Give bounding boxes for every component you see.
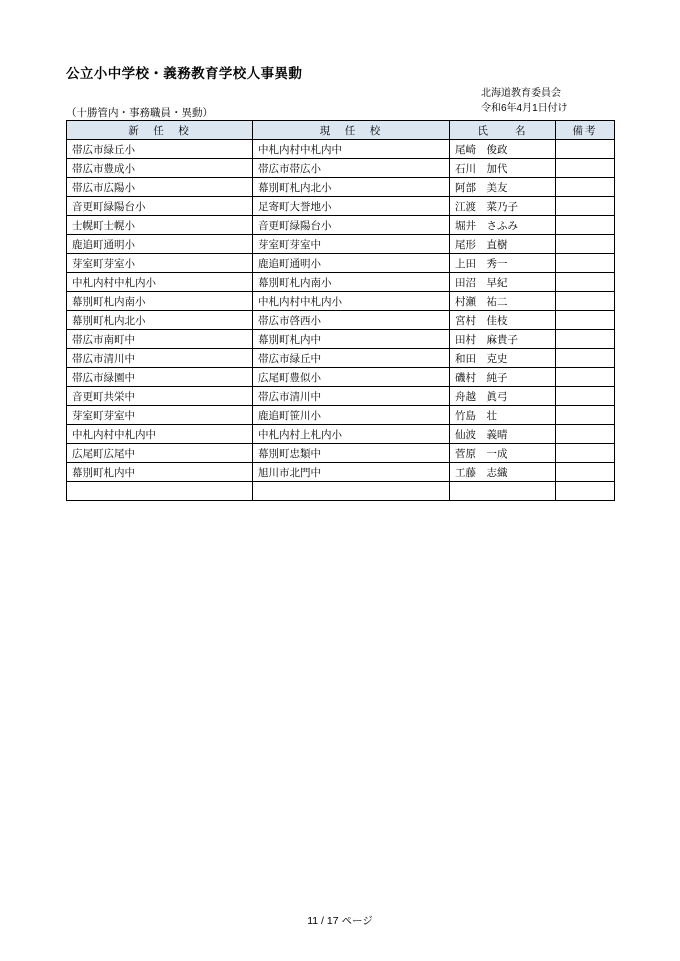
cell-name: 菅原 一成 bbox=[450, 444, 556, 463]
cell-note bbox=[556, 273, 615, 292]
cell-note bbox=[556, 159, 615, 178]
cell-current-school: 鹿追町通明小 bbox=[253, 254, 450, 273]
cell-new-school: 帯広市広陽小 bbox=[67, 178, 253, 197]
cell-note bbox=[556, 368, 615, 387]
cell-current-school: 中札内村中札内小 bbox=[253, 292, 450, 311]
table-row bbox=[67, 425, 615, 444]
cell-current-school: 広尾町豊似小 bbox=[253, 368, 450, 387]
cell-note bbox=[556, 140, 615, 159]
cell-note bbox=[556, 197, 615, 216]
table-header-row bbox=[67, 121, 615, 140]
cell-name: 江渡 菜乃子 bbox=[450, 197, 556, 216]
table-row bbox=[67, 140, 615, 159]
table-row bbox=[67, 406, 615, 425]
cell-name: 尾崎 俊政 bbox=[450, 140, 556, 159]
cell-new-school: 帯広市豊成小 bbox=[67, 159, 253, 178]
page-footer: 11 / 17 ページ bbox=[307, 915, 373, 927]
table-header bbox=[67, 121, 615, 140]
cell-new-school: 幕別町札内南小 bbox=[67, 292, 253, 311]
cell-current-school bbox=[253, 482, 450, 501]
cell-name: 舟越 眞弓 bbox=[450, 387, 556, 406]
cell-note bbox=[556, 406, 615, 425]
table-row bbox=[67, 463, 615, 482]
cell-name: 堀井 さふみ bbox=[450, 216, 556, 235]
cell-new-school: 鹿追町通明小 bbox=[67, 235, 253, 254]
cell-name: 仙波 義晴 bbox=[450, 425, 556, 444]
cell-name: 磯村 純子 bbox=[450, 368, 556, 387]
cell-name: 村瀬 祐二 bbox=[450, 292, 556, 311]
cell-new-school: 中札内村中札内中 bbox=[67, 425, 253, 444]
table-row bbox=[67, 273, 615, 292]
cell-new-school: 芽室町芽室中 bbox=[67, 406, 253, 425]
table-row bbox=[67, 197, 615, 216]
cell-current-school: 芽室町芽室中 bbox=[253, 235, 450, 254]
cell-new-school: 帯広市南町中 bbox=[67, 330, 253, 349]
cell-current-school: 帯広市啓西小 bbox=[253, 311, 450, 330]
table-row bbox=[67, 292, 615, 311]
cell-note bbox=[556, 178, 615, 197]
cell-note bbox=[556, 463, 615, 482]
cell-current-school: 幕別町札内北小 bbox=[253, 178, 450, 197]
table-row bbox=[67, 349, 615, 368]
table-row bbox=[67, 178, 615, 197]
table-row bbox=[67, 235, 615, 254]
cell-name: 阿部 美友 bbox=[450, 178, 556, 197]
column-header-name: 氏 名 bbox=[450, 121, 556, 140]
cell-note bbox=[556, 216, 615, 235]
table-row bbox=[67, 254, 615, 273]
cell-current-school: 幕別町札内中 bbox=[253, 330, 450, 349]
table-row bbox=[67, 387, 615, 406]
table-row bbox=[67, 216, 615, 235]
section-subtitle: （十勝管内・事務職員・異動） bbox=[66, 107, 213, 119]
cell-new-school: 音更町緑陽台小 bbox=[67, 197, 253, 216]
cell-current-school: 幕別町札内南小 bbox=[253, 273, 450, 292]
cell-new-school: 士幌町士幌小 bbox=[67, 216, 253, 235]
cell-name: 石川 加代 bbox=[450, 159, 556, 178]
cell-current-school: 中札内村上札内小 bbox=[253, 425, 450, 444]
cell-new-school bbox=[67, 482, 253, 501]
cell-current-school: 音更町緑陽台小 bbox=[253, 216, 450, 235]
cell-new-school: 帯広市清川中 bbox=[67, 349, 253, 368]
cell-note bbox=[556, 254, 615, 273]
cell-note bbox=[556, 311, 615, 330]
cell-name: 田村 麻貴子 bbox=[450, 330, 556, 349]
cell-name bbox=[450, 482, 556, 501]
cell-current-school: 帯広市緑丘中 bbox=[253, 349, 450, 368]
table-row bbox=[67, 311, 615, 330]
personnel-transfer-table bbox=[66, 120, 615, 501]
column-header-note: 備考 bbox=[556, 121, 615, 140]
table-row bbox=[67, 159, 615, 178]
cell-note bbox=[556, 425, 615, 444]
cell-current-school: 幕別町忠類中 bbox=[253, 444, 450, 463]
cell-note bbox=[556, 387, 615, 406]
cell-note bbox=[556, 482, 615, 501]
cell-name: 工藤 志織 bbox=[450, 463, 556, 482]
cell-new-school: 中札内村中札内小 bbox=[67, 273, 253, 292]
cell-current-school: 中札内村中札内中 bbox=[253, 140, 450, 159]
table-body bbox=[67, 140, 615, 501]
cell-name: 上田 秀一 bbox=[450, 254, 556, 273]
cell-current-school: 帯広市帯広小 bbox=[253, 159, 450, 178]
cell-new-school: 音更町共栄中 bbox=[67, 387, 253, 406]
cell-name: 和田 克史 bbox=[450, 349, 556, 368]
table-row bbox=[67, 444, 615, 463]
page-title: 公立小中学校・義務教育学校人事異動 bbox=[66, 66, 303, 81]
cell-current-school: 旭川市北門中 bbox=[253, 463, 450, 482]
effective-date-label: 令和6年4月1日付け bbox=[481, 103, 568, 114]
cell-note bbox=[556, 444, 615, 463]
cell-new-school: 芽室町芽室小 bbox=[67, 254, 253, 273]
cell-name: 尾形 直樹 bbox=[450, 235, 556, 254]
cell-name: 竹島 壮 bbox=[450, 406, 556, 425]
cell-note bbox=[556, 349, 615, 368]
column-header-current-school: 現 任 校 bbox=[253, 121, 450, 140]
cell-current-school: 帯広市清川中 bbox=[253, 387, 450, 406]
cell-new-school: 帯広市緑園中 bbox=[67, 368, 253, 387]
cell-current-school: 足寄町大誉地小 bbox=[253, 197, 450, 216]
cell-note bbox=[556, 330, 615, 349]
cell-new-school: 広尾町広尾中 bbox=[67, 444, 253, 463]
cell-note bbox=[556, 235, 615, 254]
table-row bbox=[67, 368, 615, 387]
cell-name: 田沼 早紀 bbox=[450, 273, 556, 292]
issuer-label: 北海道教育委員会 bbox=[481, 88, 561, 99]
table-row bbox=[67, 482, 615, 501]
cell-new-school: 帯広市緑丘小 bbox=[67, 140, 253, 159]
cell-current-school: 鹿追町笹川小 bbox=[253, 406, 450, 425]
column-header-new-school: 新 任 校 bbox=[67, 121, 253, 140]
cell-name: 宮村 佳枝 bbox=[450, 311, 556, 330]
cell-new-school: 幕別町札内中 bbox=[67, 463, 253, 482]
table-row bbox=[67, 330, 615, 349]
cell-new-school: 幕別町札内北小 bbox=[67, 311, 253, 330]
cell-note bbox=[556, 292, 615, 311]
